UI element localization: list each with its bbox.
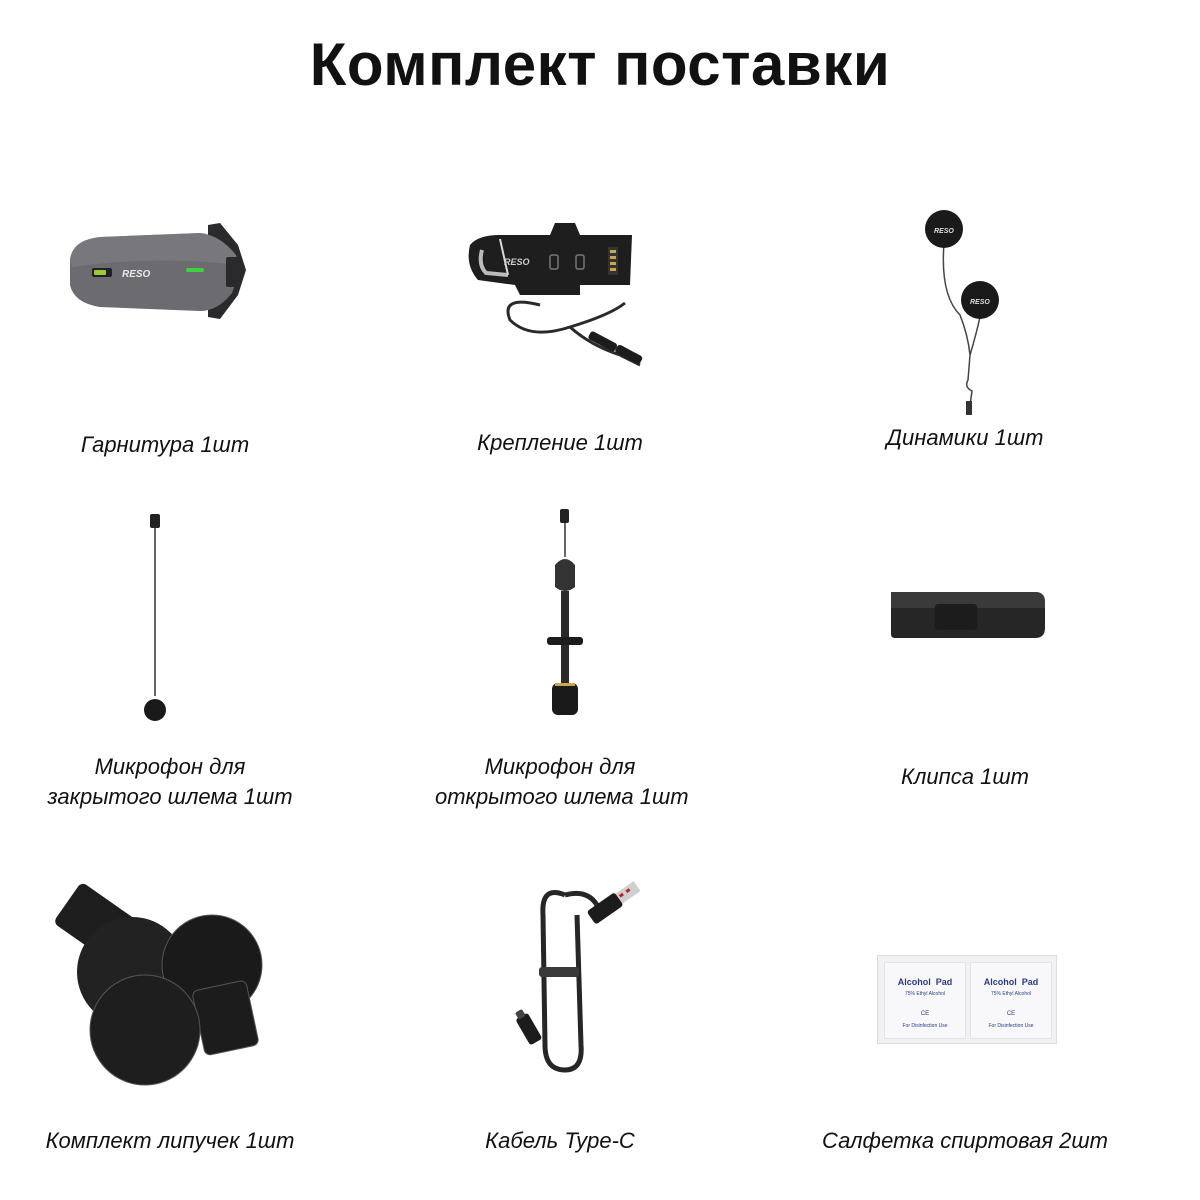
alcohol-pad-left-title: Alcohol Pad [897,977,953,987]
alcohol-pad-right-ce-mark: CE [1006,1011,1016,1017]
item-caption-velcro-set: Комплект липучек 1шт [45,1128,295,1153]
speaker2-brand-text: RESO [970,299,990,306]
closed-helmet-mic-image [130,510,180,725]
item-caption-headset: Гарнитура 1шт [80,432,250,457]
alcohol-pad-left-ce-mark: CE [920,1011,930,1017]
alcohol-pad-left-footer: For Disinfection Use [902,1023,948,1029]
alcohol-pad-right-subtitle: 75% Ethyl Alcohol [990,991,1032,997]
item-caption-mount: Крепление 1шт [477,430,643,455]
headset-image [60,215,260,335]
alcohol-pad-right [970,962,1052,1039]
alcohol-pad-right-title: Alcohol Pad [983,977,1039,987]
item-caption-alcohol-pads: Салфетка спиртовая 2шт [821,1128,1109,1153]
open-helmet-mic-image [535,505,595,720]
item-caption-type-c-cable: Кабель Type-C [485,1128,635,1153]
speaker1-brand-text: RESO [934,228,954,235]
item-caption-open-mic-line2: открытого шлема 1шт [435,784,689,809]
type-c-cable-image [505,875,655,1075]
alcohol-pad-left-subtitle: 75% Ethyl Alcohol [904,991,946,997]
clip-image [885,588,1050,643]
mount-image [460,215,660,385]
alcohol-pads-image [877,955,1057,1044]
headset-brand-text: RESO [122,269,151,280]
item-caption-closed-mic-line2: закрытого шлема 1шт [47,784,293,809]
velcro-set-image [50,890,270,1090]
speakers-image [910,205,1030,420]
page-title: Комплект поставки [309,31,891,98]
alcohol-pad-left [884,962,966,1039]
mount-brand-text: RESO [504,257,530,267]
item-caption-speakers: Динамики 1шт [886,425,1044,450]
item-caption-clip: Клипса 1шт [901,764,1029,789]
item-caption-closed-mic-line1: Микрофон для [94,754,246,779]
item-caption-open-mic-line1: Микрофон для [484,754,636,779]
alcohol-pad-right-footer: For Disinfection Use [988,1023,1034,1029]
